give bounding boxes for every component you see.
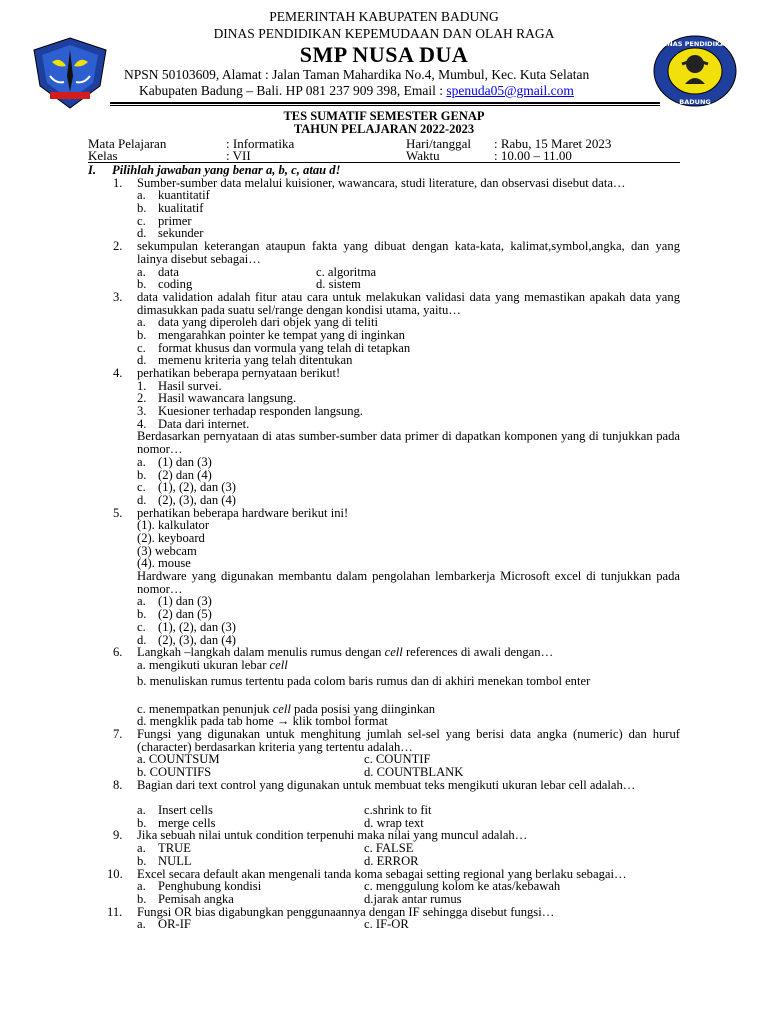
question-3: 3. data validation adalah fitur atau cara untuk melakukan validasi data yang memastikan apakah data yang dimasukkan pada suatu sel/range dengan kondisi utama, yaitu… <box>113 289 680 317</box>
question-4: 4. perhatikan beberapa pernyataan berikut! <box>113 366 341 381</box>
option-row: a. (1) dan (3) <box>137 454 212 469</box>
question-list <box>88 164 680 931</box>
option-row: d. (2), (3), dan (4) <box>137 492 236 507</box>
option-row: a. COUNTSUM c. COUNTIF <box>137 752 431 767</box>
option-row: b. kualitatif <box>137 201 204 216</box>
time-label: Waktu <box>406 148 440 163</box>
letterhead <box>0 0 768 108</box>
class-value: : VII <box>226 148 251 163</box>
statement-row: (1). kalkulator <box>137 518 210 533</box>
option-row: a. TRUE c. FALSE <box>137 841 414 856</box>
email-link[interactable]: spenuda05@gmail.com <box>446 83 574 98</box>
option-row: d. (2), (3), dan (4) <box>137 632 236 647</box>
question-11: 11. Fungsi OR bias digabungkan penggunaannya dengan IF sehingga disebut fungsi… <box>107 904 555 919</box>
option-row: a. data yang diperoleh dari objek yang di teliti <box>137 315 378 330</box>
question-6: 6. Langkah –langkah dalam menulis rumus dengan cell references di awali dengan… <box>113 645 554 660</box>
statement-row: (2). keyboard <box>137 530 205 545</box>
gov-name: PEMERINTAH KABUPATEN BADUNG <box>269 9 499 24</box>
day-value: : Rabu, 15 Maret 2023 <box>494 136 612 151</box>
contact-text: Kabupaten Badung – Bali. HP 081 237 909 398, Email : <box>139 83 447 98</box>
option-row: b. (2) dan (5) <box>137 607 212 622</box>
office-name: DINAS PENDIDIKAN KEPEMUDAAN DAN OLAH RAGA <box>213 26 555 41</box>
section-instruction: Pilihlah jawaban yang benar a, b, c, atau d! <box>112 163 341 177</box>
option-row: a. data c. algoritma <box>137 264 377 279</box>
exam-title: TES SUMATIF SEMESTER GENAP <box>283 109 485 123</box>
exam-year: TAHUN PELAJARAN 2022-2023 <box>293 122 475 136</box>
question-1: 1. Sumber-sumber data melalui kuisioner, wawancara, studi literature, dan observasi disebut data… <box>113 175 626 190</box>
school-contact <box>139 83 699 99</box>
option-row: d. sekunder <box>137 226 204 241</box>
subject-value: : Informatika <box>226 136 295 151</box>
option-row: b. menuliskan rumus tertentu pada colom baris rumus dan di akhiri menekan tombol enter <box>137 673 591 688</box>
question-8: 8. Bagian dari text control yang digunakan untuk membuat teks mengikuti ukuran lebar cell adalah… <box>113 777 636 792</box>
logo-bottom-text: BADUNG <box>679 98 711 106</box>
option-row: b. COUNTIFS d. COUNTBLANK <box>137 765 464 780</box>
question-2: 2. sekumpulan keterangan ataupun fakta yang dibuat dengan kata-kata, kalimat,symbol,angka, dan yang lainya disebut sebagai… <box>113 239 680 266</box>
header-rule-thick <box>110 102 660 104</box>
option-row: c. format khusus dan vormula yang telah di tetapkan <box>137 340 411 355</box>
school-address: NPSN 50103609, Alamat : Jalan Taman Mahardika No.4, Mumbul, Kec. Kuta Selatan <box>124 67 590 82</box>
question-5: 5. perhatikan beberapa hardware berikut ini! <box>113 505 349 520</box>
time-value: : 10.00 – 11.00 <box>494 148 572 163</box>
option-row: a. Insert cells c.shrink to fit <box>137 803 432 818</box>
option-row: b. mengarahkan pointer ke tempat yang di inginkan <box>137 327 405 342</box>
option-row: b. (2) dan (4) <box>137 467 212 482</box>
option-row: b. NULL d. ERROR <box>137 853 419 868</box>
question-10: 10. Excel secara default akan mengenali tanda koma sebagai setting regional yang berlaku sebagai… <box>107 866 627 881</box>
day-label: Hari/tanggal <box>406 136 471 151</box>
option-row: c. primer <box>137 213 192 228</box>
option-row: c. (1), (2), dan (3) <box>137 480 236 495</box>
statement-row: 1. Hasil survei. <box>137 378 222 393</box>
class-label: Kelas <box>88 148 118 163</box>
statement-row: 3. Kuesioner terhadap responden langsung. <box>137 404 363 419</box>
header-rule-thin <box>110 105 660 106</box>
option-row: d. memenu kriteria yang telah ditentukan <box>137 353 353 368</box>
question-5-stem: Hardware yang digunakan membantu dalam pengolahan lembarkerja Microsoft excel di tunjukkan pada nomor… <box>137 569 680 596</box>
option-row: d. mengklik pada tab home → klik tombol format <box>137 714 388 729</box>
question-7: 7. Fungsi yang digunakan untuk menghitung jumlah sel-sel yang berisi data angka (numeric) dan huruf (character) berdasarkan kriteria yang tertentu adalah… <box>113 726 680 754</box>
option-row: c. (1), (2), dan (3) <box>137 619 236 634</box>
logo-top-text: DINAS PENDIDIKAN <box>659 40 731 48</box>
statement-row: 2. Hasil wawancara langsung. <box>137 391 297 406</box>
option-row: a. mengikuti ukuran lebar cell <box>137 657 288 672</box>
option-row: b. Pemisah angka d.jarak antar rumus <box>137 891 462 906</box>
question-9: 9. Jika sebuah nilai untuk condition terpenuhi maka nilai yang muncul adalah… <box>113 828 528 843</box>
section-heading: I. Pilihlah jawaban yang benar a, b, c, atau d! <box>88 163 341 177</box>
statement-row: (3) webcam <box>137 543 197 558</box>
option-row: a. (1) dan (3) <box>137 594 212 609</box>
statement-row: (4). mouse <box>137 556 191 571</box>
option-row: a. Penghubung kondisi c. menggulung kolom ke atas/kebawah <box>137 879 561 894</box>
option-row: b. coding d. sistem <box>137 277 361 292</box>
subject-label: Mata Pelajaran <box>88 136 167 151</box>
question-4-stem: Berdasarkan pernyataan di atas sumber-sumber data primer di dapatkan komponen yang di tunjukkan pada nomor… <box>137 429 680 457</box>
option-row: b. merge cells d. wrap text <box>137 815 424 830</box>
option-row: c. menempatkan penunjuk cell pada posisi yang diinginkan <box>137 701 435 716</box>
option-row: a. kuantitatif <box>137 188 210 203</box>
statement-row: 4. Data dari internet. <box>137 416 250 431</box>
school-name: SMP NUSA DUA <box>299 42 469 67</box>
option-row: a. OR-IF c. IF-OR <box>137 917 409 932</box>
